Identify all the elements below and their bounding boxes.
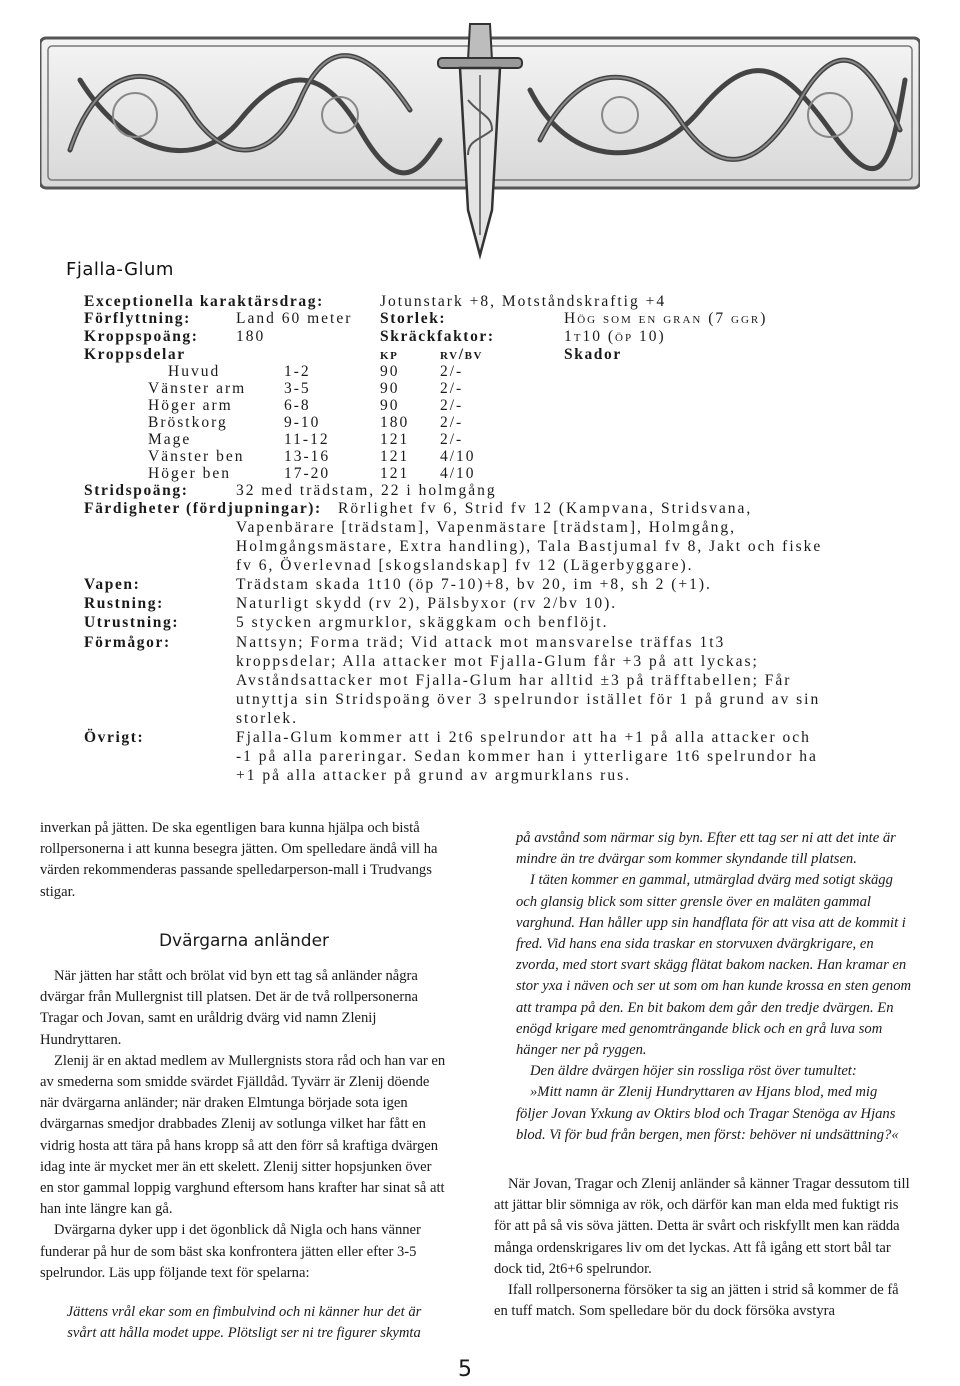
- label-fardigheter: Färdigheter (fördjupningar):: [84, 500, 322, 517]
- part-rv: 2/-: [440, 397, 464, 414]
- label-skrackfaktor: Skräckfaktor:: [380, 328, 495, 345]
- value-utrustning: 5 stycken argmurklor, skäggkam och benflöjt.: [236, 614, 609, 631]
- fardigheter-line-4: fv 6, Överlevnad [skogslandskap] fv 12 (Lägerbyggare).: [236, 557, 694, 574]
- right-column: [494, 828, 912, 1322]
- part-rv: 2/-: [440, 431, 464, 448]
- paragraph: När Jovan, Tragar och Zlenij anländer så känner Tragar dessutom till att jättar blir sömniga av rök, och därför kan man elda med fuktigt ris för att på så vis söva jätten. Detta är svårt och riskfyllt men kan rädda många ordenskrigares liv om det lyckas. Att få igång ett stort bål tar dock tid, 2t6+6 spelrundor.: [494, 1176, 910, 1277]
- ovrigt-line-1: Fjalla-Glum kommer att i 2t6 spelrundor att ha +1 på alla attacker och: [236, 729, 811, 746]
- knotwork-sword-banner: [40, 20, 920, 260]
- value-skrackfaktor: 1t10 (öp 10): [564, 328, 666, 345]
- part-rv: 2/-: [440, 363, 464, 380]
- label-rustning: Rustning:: [84, 595, 164, 612]
- label-kroppspoang: Kroppspoäng:: [84, 328, 199, 345]
- part-kp: 90: [380, 363, 400, 380]
- part-kp: 180: [380, 414, 410, 431]
- part-rv: 2/-: [440, 414, 464, 431]
- part-range: 1-2: [284, 363, 311, 380]
- formagor-line-1: Nattsyn; Forma träd; Vid attack mot mansvarelse träffas 1t3: [236, 634, 726, 651]
- header-kp: kp: [380, 346, 399, 363]
- label-stridspoang: Stridspoäng:: [84, 482, 189, 499]
- label-formagor: Förmågor:: [84, 634, 171, 651]
- header-skador: Skador: [564, 346, 622, 363]
- part-rv: 4/10: [440, 448, 476, 465]
- part-range: 17-20: [284, 465, 331, 482]
- ovrigt-line-2: -1 på alla pareringar. Sedan kommer han i ytterligare 1t6 spelrundor ha: [236, 748, 818, 765]
- read-aloud-text: I täten kommer en gammal, utmärglad dvärg med sotigt skägg och glansig blick som sitter grensle över en maläten gammal varghund. Han håller upp sin handflata för att visa att de kommit i fred. Vid hans ena sida traskar en storvuxen dvärgkrigare, en zvorda, med stort svart skägg flätat bakom nacken. Han kramar en stor yxa i näven och ser ut som om han kunde krossa en sten genom att trampa på den. En bit bakom dem går den tredje dvärgen. En enögd krigare med genomträngande blick och en grå luva som hänger ner på ryggen.: [516, 872, 912, 1059]
- part-kp: 90: [380, 397, 400, 414]
- part-name: Bröstkorg: [148, 414, 228, 431]
- part-name: Höger arm: [148, 397, 233, 414]
- value-exceptionella: Jotunstark +8, Motståndskraftig +4: [380, 293, 667, 310]
- part-name: Vänster ben: [148, 448, 245, 465]
- formagor-line-5: storlek.: [236, 710, 299, 727]
- part-name: Höger ben: [148, 465, 231, 482]
- label-forflyttning: Förflyttning:: [84, 310, 191, 327]
- part-range: 3-5: [284, 380, 311, 397]
- paragraph: Ifall rollpersonerna försöker ta sig an jätten i strid så kommer de få en tuff match. Som spelledare bör du dock försöka avstyra: [494, 1282, 899, 1320]
- ovrigt-line-3: +1 på alla attacker på grund av argmurklans rus.: [236, 767, 631, 784]
- part-kp: 121: [380, 448, 410, 465]
- fardigheter-line-2: Vapenbärare [trädstam], Vapenmästare [trädstam], Holmgång,: [236, 519, 737, 536]
- formagor-line-4: utnyttja sin Stridspoäng över 3 spelrundor istället för 1 på grund av sin: [236, 691, 821, 708]
- part-name: Vänster arm: [148, 380, 247, 397]
- part-range: 6-8: [284, 397, 311, 414]
- fardigheter-line-3: Holmgångsmästare, Extra handling), Tala Bastjumal fv 8, Jakt och fiske: [236, 538, 823, 555]
- part-name: Huvud: [168, 363, 221, 380]
- value-rustning: Naturligt skydd (rv 2), Pälsbyxor (rv 2/bv 10).: [236, 595, 618, 612]
- part-rv: 2/-: [440, 380, 464, 397]
- part-rv: 4/10: [440, 465, 476, 482]
- fardigheter-line-1: Rörlighet fv 6, Strid fv 12 (Kampvana, Stridsvana,: [338, 500, 753, 517]
- read-aloud-text: Den äldre dvärgen höjer sin rossliga röst över tumultet:: [530, 1063, 857, 1080]
- part-range: 11-12: [284, 431, 330, 448]
- part-name: Mage: [148, 431, 192, 448]
- label-exceptionella: Exceptionella karaktärsdrag:: [84, 293, 324, 310]
- label-storlek: Storlek:: [380, 310, 447, 327]
- paragraph: Zlenij är en aktad medlem av Mullergnists stora råd och han var en av smederna som smidde svärdet Fjälldåd. Tyvärr är Zlenij döende när dvärgarna anländer; när draken Elmtunga började sota igen dvärgarnas smedjor drabbades Zlenij av sotlunga vilket har fått en vidrig hosta att tära på hans kropp så att den förr så kraftiga dvärgen idag inte är mycket mer än ett skelett. Zlenij sitter hopsjunken över en stor gammal loppig varghund eftersom hans krafter har sinat så att han inte längre kan gå.: [40, 1052, 446, 1218]
- stat-block-title: Fjalla-Glum: [66, 259, 174, 280]
- read-aloud-text: »Mitt namn är Zlenij Hundryttaren av Hjans blod, med mig följer Jovan Yxkung av Oktirs blod och Tragar Stenöga av Hjans blod. Vi för bud från bergen, men först: behöver ni undsättning?«: [516, 1084, 899, 1143]
- part-kp: 121: [380, 431, 410, 448]
- value-stridspoang: 32 med trädstam, 22 i holmgång: [236, 482, 497, 499]
- left-column: [40, 818, 448, 1344]
- read-aloud-text: Jättens vrål ekar som en fimbulvind och ni känner hur det är svårt att hålla modet uppe. Plötsligt ser ni tre figurer skymta: [66, 1304, 422, 1342]
- part-kp: 90: [380, 380, 400, 397]
- section-heading: Dvärgarna anländer: [158, 930, 330, 951]
- paragraph: inverkan på jätten. De ska egentligen bara kunna hjälpa och bistå rollpersonerna i att kunna besegra jätten. Om spelledare ändå vill ha värden rekommenderas passande spelledarperson-mall i Trudvangs stigar.: [40, 820, 438, 900]
- value-forflyttning: Land 60 meter: [236, 310, 353, 327]
- label-kroppsdelar: Kroppsdelar: [84, 346, 186, 363]
- read-aloud-text: på avstånd som närmar sig byn. Efter ett tag ser ni att det inte är mindre än tre dvärgar som kommer skyndande till platsen.: [516, 830, 896, 868]
- paragraph: När jätten har stått och brölat vid byn ett tag så anländer några dvärgar från Mullergnist till platsen. Det är de två rollpersonerna Tragar och Jovan, samt en uråldrig dvärg vid namn Zlenij Hundryttaren.: [40, 968, 418, 1048]
- formagor-line-3: Avståndsattacker mot Fjalla-Glum har alltid ±3 på träfftabellen; Får: [236, 672, 792, 689]
- part-range: 9-10: [284, 414, 321, 431]
- part-range: 13-16: [284, 448, 331, 465]
- label-utrustning: Utrustning:: [84, 614, 180, 631]
- label-vapen: Vapen:: [84, 576, 141, 593]
- part-kp: 121: [380, 465, 410, 482]
- label-ovrigt: Övrigt:: [84, 729, 145, 746]
- header-rv-bv: rv/bv: [440, 346, 484, 363]
- value-storlek: Hög som en gran (7 ggr): [564, 310, 768, 327]
- page-number: 5: [458, 1357, 472, 1382]
- formagor-line-2: kroppsdelar; Alla attacker mot Fjalla-Glum får +3 på att lyckas;: [236, 653, 759, 670]
- paragraph: Dvärgarna dyker upp i det ögonblick då Nigla och hans vänner funderar på hur de som bäst ska konfrontera jätten eller efter 3-5 spelrundor. Läs upp följande text för spelarna:: [40, 1222, 421, 1281]
- value-vapen: Trädstam skada 1t10 (öp 7-10)+8, bv 20, im +8, sh 2 (+1).: [236, 576, 712, 593]
- value-kroppspoang: 180: [236, 328, 266, 345]
